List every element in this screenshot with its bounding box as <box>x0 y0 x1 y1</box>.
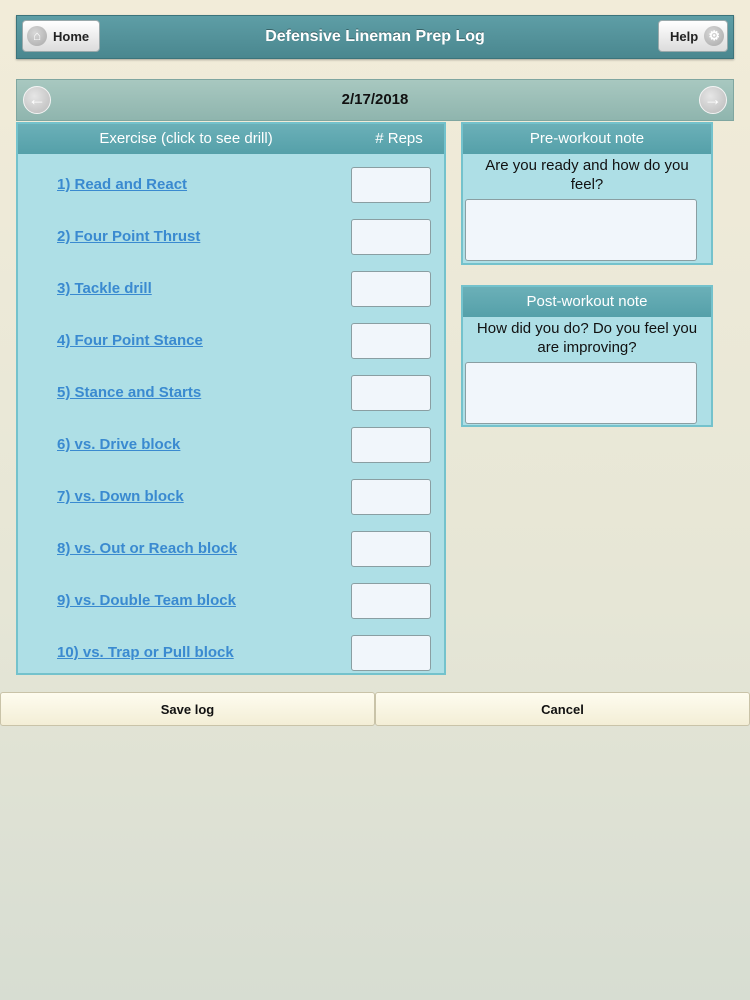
exercise-drill-link[interactable]: 10) vs. Trap or Pull block <box>57 644 234 661</box>
exercise-row <box>18 575 444 627</box>
exercise-row <box>18 159 444 211</box>
post-workout-note-panel <box>461 285 713 427</box>
reps-input[interactable] <box>351 323 431 359</box>
exercise-drill-link[interactable]: 5) Stance and Starts <box>57 384 202 401</box>
reps-input[interactable] <box>351 531 431 567</box>
exercise-drill-link[interactable]: 3) Tackle drill <box>57 280 152 297</box>
post-workout-note-title: Post-workout note <box>463 287 711 317</box>
home-button-label: Home <box>53 28 90 44</box>
exercise-row <box>18 315 444 367</box>
page-title: Defensive Lineman Prep Log <box>265 28 485 45</box>
exercise-row <box>18 523 444 575</box>
exercise-drill-link[interactable]: 2) Four Point Thrust <box>57 228 201 245</box>
exercise-drill-link[interactable]: 6) vs. Drive block <box>57 436 181 453</box>
reps-input[interactable] <box>351 375 431 411</box>
reps-input[interactable] <box>351 583 431 619</box>
reps-input[interactable] <box>351 635 431 671</box>
help-button[interactable] <box>658 20 728 52</box>
gear-icon: ⚙ <box>704 26 724 46</box>
cancel-button[interactable]: Cancel <box>375 692 750 726</box>
post-workout-note-input[interactable] <box>465 362 697 424</box>
exercise-row <box>18 627 444 679</box>
reps-input[interactable] <box>351 271 431 307</box>
exercise-drill-link[interactable]: 8) vs. Out or Reach block <box>57 540 238 557</box>
reps-input[interactable] <box>351 167 431 203</box>
exercise-row <box>18 211 444 263</box>
exercise-row <box>18 263 444 315</box>
exercise-row <box>18 367 444 419</box>
help-button-label: Help <box>670 28 699 44</box>
exercise-table-header <box>18 124 444 154</box>
save-log-button[interactable]: Save log <box>0 692 375 726</box>
post-workout-question: How did you do? Do you feel you are improving? <box>476 320 698 356</box>
exercise-drill-link[interactable]: 9) vs. Double Team block <box>57 592 236 609</box>
exercise-table <box>16 122 446 675</box>
pre-workout-question: Are you ready and how do you feel? <box>485 157 689 193</box>
reps-column-header: # Reps <box>375 130 423 147</box>
pre-workout-note-input[interactable] <box>465 199 697 261</box>
next-date-arrow-icon[interactable]: → <box>699 86 727 114</box>
date-bar <box>16 79 734 121</box>
exercise-drill-link[interactable]: 7) vs. Down block <box>57 488 184 505</box>
exercise-row <box>18 471 444 523</box>
home-icon: ⌂ <box>27 26 47 46</box>
reps-input[interactable] <box>351 479 431 515</box>
reps-input[interactable] <box>351 427 431 463</box>
previous-date-arrow-icon[interactable]: ← <box>23 86 51 114</box>
exercise-drill-link[interactable]: 1) Read and React <box>57 176 188 193</box>
reps-input[interactable] <box>351 219 431 255</box>
pre-workout-note-panel <box>461 122 713 265</box>
header-bar <box>16 15 734 59</box>
current-date: 2/17/2018 <box>341 91 409 108</box>
exercise-drill-link[interactable]: 4) Four Point Stance <box>57 332 203 349</box>
exercise-row <box>18 419 444 471</box>
pre-workout-note-title: Pre-workout note <box>463 124 711 154</box>
exercise-column-header: Exercise (click to see drill) <box>99 130 273 147</box>
